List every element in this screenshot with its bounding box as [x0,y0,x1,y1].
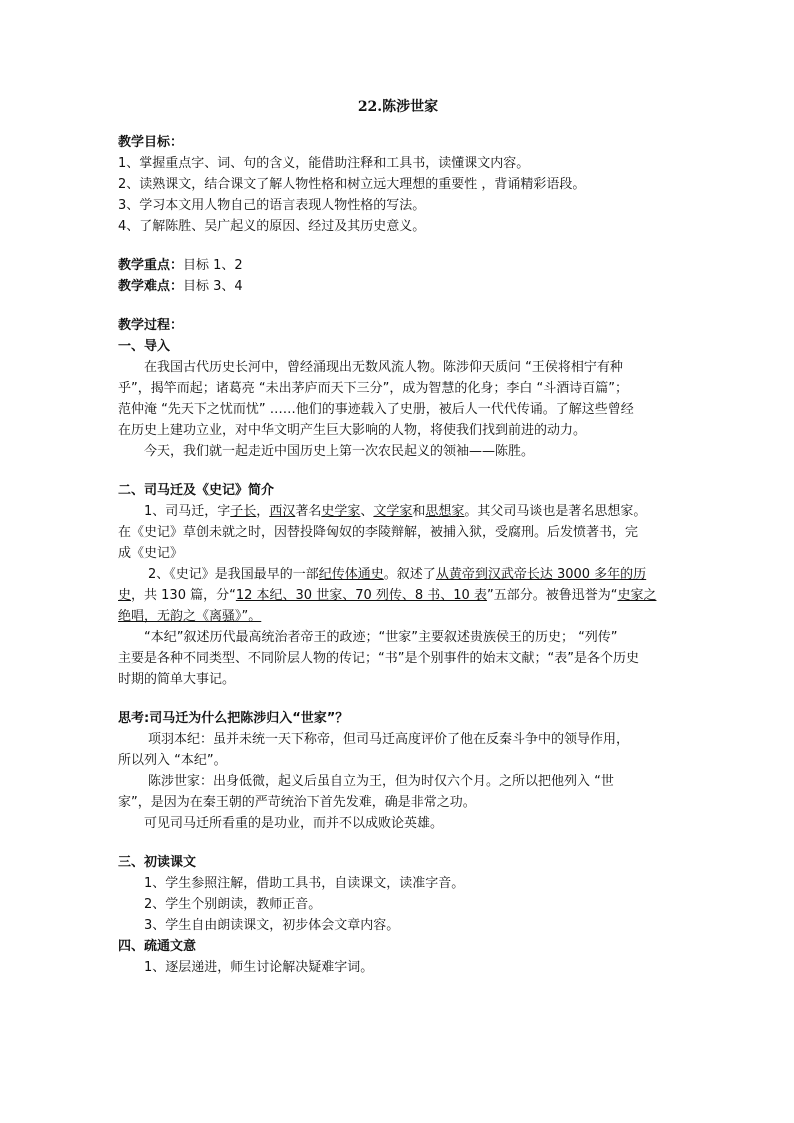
list-item: 1、逐层递进，师生讨论解决疑难字词。 [144,960,374,975]
paragraph-line: 所以列入 “本纪”。 [118,753,227,768]
text-run: ， [256,504,270,519]
key-points-label: 教学重点： [118,258,184,273]
underlined-text: 绝唱，无韵之《离骚》”。 [118,609,262,624]
underlined-text: 从黄帝到汉武帝长达 3000 多年的历 [435,567,647,582]
list-item: 1、学生参照注解，借助工具书，自读课文，读准字音。 [144,876,465,891]
paragraph-line [118,564,678,585]
underlined-text: 西汉 [269,504,296,519]
paragraph-line: “本纪”叙述历代最高统治者帝王的政迹；“世家”主要叙述贵族侯王的历史； “列传” [144,630,618,645]
difficulties-value: 目标 3、4 [183,279,243,294]
think-heading: 思考:司马迁为什么把陈涉归入“世家”？ [118,711,349,726]
section-heading: 四、疏通文意 [118,939,197,954]
paragraph-line: 时期的简单大事记。 [118,672,236,687]
text-run: 。其父司马谈也是著名思想家。 [464,504,647,519]
underlined-text: 子长 [230,504,257,519]
document-page [118,88,678,978]
text-run: 2、《史记》是我国最早的一部 [148,567,319,582]
paragraph-line: 主要是各种不同类型、不同阶层人物的传记；“书”是个别事件的始末文献；“表”是各个历史 [118,651,639,666]
underlined-text: 史学家 [321,504,361,519]
paragraph-line: 成《史记》 [118,546,184,561]
difficulties [118,276,678,297]
section-heading: 二、司马迁及《史记》简介 [118,483,275,498]
paragraph-line: 在我国古代历史长河中，曾经涌现出无数风流人物。陈涉仰天质问 “王侯将相宁有种 [144,360,623,375]
section-heading: 一、导入 [118,339,171,354]
objective-item: 3、学习本文用人物自己的语言表现人物性格的写法。 [118,198,426,213]
page-title: 22.陈涉世家 [357,99,439,115]
objective-item: 2、读熟课文，结合课文了解人物性格和树立远大理想的重要性 ，背诵精彩语段。 [118,177,586,192]
paragraph-line: 家”，是因为在秦王朝的严苛统治下首先发难，确是非常之功。 [118,795,476,810]
paragraph-line: 在《史记》草创未就之时，因替投降匈奴的李陵辩解，被捕入狱，受腐刑。后发愤著书，完 [118,525,639,540]
objective-item: 4、了解陈胜、吴广起义的原因、经过及其历史意义。 [118,219,426,234]
text-run: 。叙述了 [383,567,436,582]
process-heading: 教学过程： [118,318,184,333]
paragraph-line: 项羽本纪：虽并未统一天下称帝，但司马迁高度评价了他在反秦斗争中的领导作用， [148,732,630,747]
paragraph-line: 可见司马迁所看重的是功业，而并不以成败论英雄。 [144,816,444,831]
key-points [118,255,678,276]
paragraph-line [118,585,678,606]
paragraph-line [118,606,678,627]
objective-item: 1、掌握重点字、词、句的含义，能借助注释和工具书，读懂课文内容。 [118,156,530,171]
underlined-text: 史 [118,588,132,603]
difficulties-label: 教学难点： [118,279,184,294]
list-item: 2、学生个别朗读，教师正音。 [144,897,322,912]
text-run: ，共 130 篇，分“ [131,588,236,603]
text-run: 、 [360,504,374,519]
underlined-text: 纪传体通史 [318,567,384,582]
key-points-value: 目标 1、2 [183,258,243,273]
paragraph-line: 范仲淹 “先天下之忧而忧” ……他们的事迹载入了史册，被后人一代代传诵。了解这些曾经 [118,402,634,417]
paragraph-line: 今天，我们就一起走近中国历史上第一次农民起义的领袖——陈胜。 [144,444,535,459]
text-run: 著名 [295,504,322,519]
text-run: 1、司马迁，字 [144,504,231,519]
paragraph-line: 陈涉世家：出身低微，起义后虽自立为王，但为时仅六个月。之所以把他列入 “世 [148,774,614,789]
text-run: ”五部分。被鲁迅誉为“ [486,588,618,603]
paragraph-line: 在历史上建功立业，对中华文明产生巨大影响的人物，将使我们找到前进的动力。 [118,423,587,438]
underlined-text: 史家之 [617,588,657,603]
underlined-text: 思想家 [425,504,465,519]
underlined-text: 文学家 [373,504,413,519]
list-item: 3、学生自由朗读课文，初步体会文章内容。 [144,918,400,933]
objectives-heading: 教学目标： [118,135,184,150]
paragraph-line [118,501,678,522]
underlined-text: 12 本纪、30 世家、70 列传、8 书、10 表 [235,588,487,603]
section-heading: 三、初读课文 [118,855,197,870]
paragraph-line: 乎”，揭竿而起；诸葛亮 “未出茅庐而天下三分”，成为智慧的化身；李白 “斗酒诗百篇”； [118,381,628,396]
text-run: 和 [412,504,426,519]
